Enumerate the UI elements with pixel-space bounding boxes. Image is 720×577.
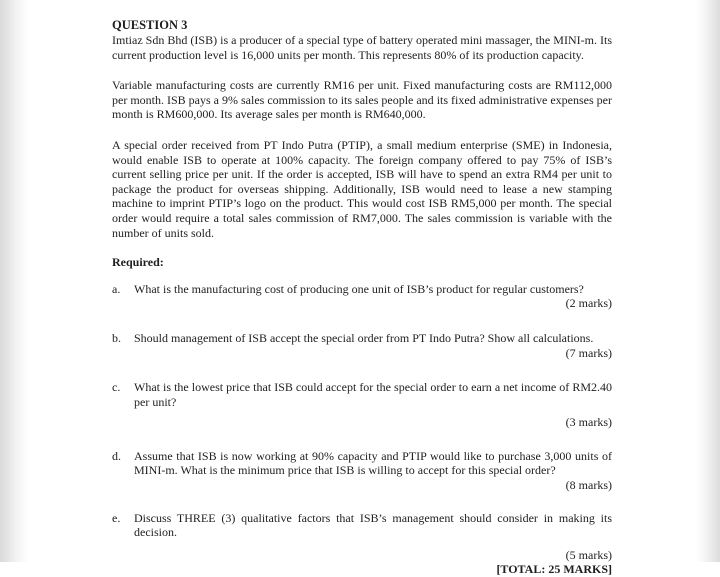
required-item-b <box>112 331 612 346</box>
page-shadow-right <box>696 0 720 562</box>
item-c-marks: (3 marks) <box>565 415 612 430</box>
item-letter: a. <box>112 281 121 296</box>
exam-document <box>112 18 612 577</box>
item-text: Assume that ISB is now working at 90% capacity and PTIP would like to purchase 3,000 units of MINI-m. What is the minimum price that ISB is willing to accept for this special order? <box>134 448 612 478</box>
item-e-marks: (5 marks) <box>565 547 612 562</box>
total-marks: [TOTAL: 25 MARKS] <box>496 562 612 577</box>
required-item-e <box>112 511 612 540</box>
page-shadow-left <box>0 0 28 562</box>
item-d-marks: (8 marks) <box>565 478 612 493</box>
required-item-c <box>112 380 612 409</box>
scenario-paragraph-2: Variable manufacturing costs are currently RM16 per unit. Fixed manufacturing costs are RM112,000 per month. ISB pays a 9% sales commission to its sales people and its fixed administrative expenses per month is RM600,000. Its average sales per month is RM640,000. <box>112 78 612 122</box>
item-letter: e. <box>112 510 121 525</box>
item-text: What is the manufacturing cost of producing one unit of ISB’s product for regular customers? <box>134 281 584 296</box>
item-text: Should management of ISB accept the special order from PT Indo Putra? Show all calculations. <box>134 330 594 345</box>
scenario-paragraph-1: Imtiaz Sdn Bhd (ISB) is a producer of a special type of battery operated mini massager, the MINI-m. Its current production level is 16,000 units per month. This represents 80% of its production capacity. <box>112 33 612 62</box>
item-a-marks: (2 marks) <box>565 296 612 311</box>
required-heading: Required: <box>112 255 164 270</box>
required-item-a <box>112 282 612 297</box>
scenario-paragraph-3: A special order received from PT Indo Putra (PTIP), a small medium enterprise (SME) in Indonesia, would enable ISB to operate at 100% capacity. The foreign company offered to pay 75% of ISB’s current selling price per unit. If the order is accepted, ISB will have to spend an extra RM4 per unit to package the product for overseas shipping. Additionally, ISB would need to lease a new stamping machine to imprint PTIP’s logo on the product. This would cost ISB RM5,000 per month. The special order would require a total sales commission of RM7,000. The sales commission is variable with the number of units sold. <box>112 137 612 240</box>
item-text: What is the lowest price that ISB could accept for the special order to earn a net income of RM2.40 per unit? <box>134 380 612 409</box>
item-letter: c. <box>112 380 121 395</box>
required-item-d <box>112 449 612 478</box>
item-letter: b. <box>112 330 121 345</box>
question-title: QUESTION 3 <box>112 18 188 32</box>
item-text: Discuss THREE (3) qualitative factors that ISB’s management should consider in making its decision. <box>134 510 612 540</box>
item-letter: d. <box>112 448 121 463</box>
item-b-marks: (7 marks) <box>565 345 612 360</box>
